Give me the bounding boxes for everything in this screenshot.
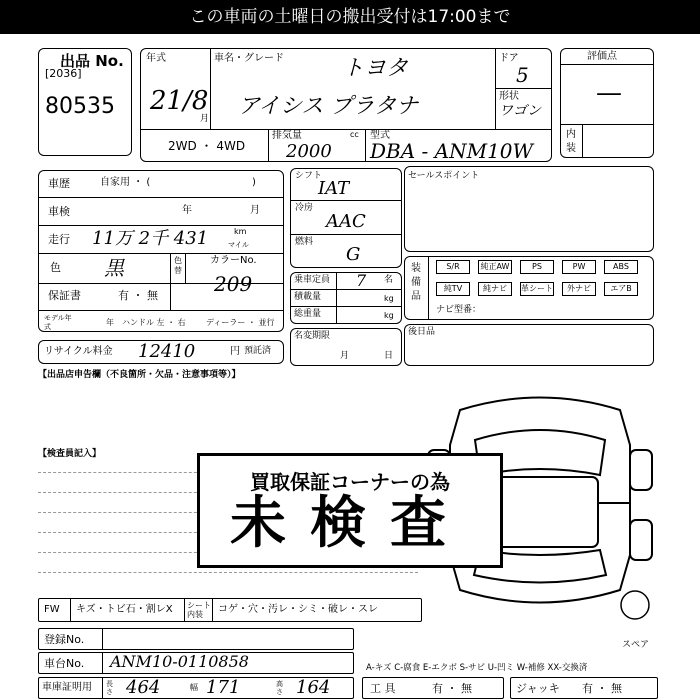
doors-label: ドア	[499, 53, 519, 64]
warranty-options: 有 ・ 無	[118, 289, 158, 302]
capacity-label: 乗車定員	[294, 275, 331, 285]
jack-label: ジャッキ	[516, 682, 560, 695]
height-label: 高さ	[276, 680, 283, 696]
sales-point-label: セールスポイント	[408, 171, 480, 181]
lot-branch: [2036]	[45, 67, 82, 80]
km-unit: km	[234, 227, 247, 236]
lot-title: 出品 No.	[60, 52, 124, 70]
shift-value: IAT	[318, 178, 350, 199]
later-items-box	[404, 324, 654, 366]
capacity-value: 7	[356, 271, 367, 290]
tools-label: 工 具	[370, 682, 396, 695]
width-value: 171	[206, 677, 241, 698]
length-label: 長さ	[106, 680, 113, 696]
mile-unit: マイル	[228, 241, 249, 249]
weight-kg-unit: kg	[384, 311, 394, 320]
inspector-label: 【検査員記入】	[38, 449, 102, 459]
cc-label: cc	[350, 130, 359, 139]
interior-label: 内装	[566, 129, 576, 154]
model-code-value: DBA - ANM10W	[370, 139, 534, 163]
fuel-value: G	[346, 244, 361, 265]
mileage-label: 走行	[48, 233, 70, 246]
lot-number: 80535	[45, 94, 115, 119]
equipment-option: 革シート	[520, 282, 554, 296]
yen-unit: 円	[230, 346, 240, 357]
registration-row	[38, 628, 354, 650]
doors-value: 5	[516, 63, 529, 87]
stamp-line2: 未検査	[230, 491, 470, 556]
color-no-label: カラーNo.	[210, 255, 257, 266]
shift-label: シフト	[295, 171, 323, 181]
displacement-value: 2000	[286, 141, 332, 162]
weight-label: 総重量	[294, 309, 322, 319]
equipment-option: 純TV	[436, 282, 470, 296]
inspection-year-unit: 年	[182, 205, 192, 216]
equipment-option: 純正AW	[478, 260, 512, 274]
equipment-label: 装備品	[411, 263, 421, 302]
year-value: 21/8	[150, 86, 209, 116]
history-label: 車歴	[48, 177, 70, 190]
month-suffix: 月	[200, 114, 210, 124]
load-kg-unit: kg	[384, 294, 394, 303]
recycle-label: リサイクル料金	[44, 346, 113, 357]
registration-label: 登録No.	[44, 633, 85, 646]
deposit-status: 預託済	[244, 346, 272, 356]
not-inspected-stamp	[197, 453, 503, 568]
color-no-value: 209	[214, 272, 253, 296]
inspection-month-unit: 月	[250, 205, 260, 216]
fw-text: キズ・トビ石・割レX	[76, 604, 173, 615]
shape-label: 形状	[499, 91, 519, 102]
grade-value: アイシス プラタナ	[238, 94, 419, 119]
mileage-value: 11万 2千 431	[92, 228, 209, 249]
stamp-line1: 買取保証コーナーの為	[250, 470, 450, 494]
model-year-label: モデル年式	[44, 314, 72, 331]
load-label: 積載量	[294, 292, 322, 302]
jack-options: 有 ・ 無	[582, 682, 622, 695]
equipment-option: 純ナビ	[478, 282, 512, 296]
model-year-unit: 年	[106, 318, 114, 327]
handle-options: ハンドル 左 ・ 右	[122, 318, 186, 327]
vehicle-info-box	[38, 170, 284, 332]
chassis-label: 車台No.	[44, 657, 85, 670]
year-label: 年式	[146, 53, 166, 64]
equipment-option: PS	[520, 260, 554, 274]
drive-options: 2WD ・ 4WD	[168, 139, 246, 153]
later-items-label: 後日品	[408, 327, 436, 337]
name-change-month: 月	[340, 351, 350, 361]
height-value: 164	[296, 677, 331, 698]
displacement-label: 排気量	[272, 130, 302, 141]
name-change-day: 日	[384, 351, 394, 361]
name-grade-label: 車名・グレード	[214, 53, 284, 64]
score-label: 評価点	[587, 51, 617, 62]
garage-cert-label: 車庫証明用	[42, 682, 92, 693]
color-value: 黒	[104, 256, 124, 280]
color-label: 色	[50, 261, 61, 274]
damage-legend: A-キズ C-腐食 E-エクボ S-サビ U-凹ミ W-補修 XX-交換済	[366, 663, 588, 673]
color-change-label: 色替	[174, 256, 182, 275]
fuel-label: 燃料	[295, 237, 314, 247]
name-change-label: 名変期限	[294, 331, 331, 341]
saturday-notice-banner: この車両の土曜日の搬出受付は17:00まで	[0, 0, 700, 34]
spare-label: スペア	[622, 640, 650, 650]
equipment-option: S/R	[436, 260, 470, 274]
navi-model-label: ナビ型番：	[436, 305, 482, 315]
inspection-label: 車検	[48, 205, 70, 218]
ac-label: 冷房	[295, 203, 314, 213]
seat-label: シート内装	[187, 601, 211, 619]
score-value: —	[596, 78, 622, 108]
dealer-options: ディーラー ・ 並行	[206, 318, 275, 327]
fw-label: FW	[44, 604, 60, 615]
capacity-unit: 名	[384, 275, 394, 285]
tools-options: 有 ・ 無	[432, 682, 472, 695]
equipment-option: PW	[562, 260, 596, 274]
model-label: 型式	[370, 130, 390, 141]
shape-value: ワゴン	[499, 103, 541, 119]
history-close: )	[252, 177, 256, 188]
chassis-value: ANM10-0110858	[110, 652, 249, 671]
equipment-option: ABS	[604, 260, 638, 274]
ac-value: AAC	[326, 211, 366, 232]
warranty-label: 保証書	[48, 289, 81, 302]
recycle-value: 12410	[138, 341, 196, 362]
length-value: 464	[126, 677, 161, 698]
maker-value: トヨタ	[342, 56, 409, 81]
width-label: 幅	[190, 683, 198, 692]
seller-notes-label: 【出品店申告欄（不良箇所・欠品・注意事項等）】	[38, 370, 241, 380]
history-options: 自家用 ・ (	[100, 177, 151, 188]
equipment-option: 外ナビ	[562, 282, 596, 296]
seat-text: コゲ・穴・汚レ・シミ・破レ・スレ	[218, 604, 378, 615]
equipment-option: エアB	[604, 282, 638, 296]
